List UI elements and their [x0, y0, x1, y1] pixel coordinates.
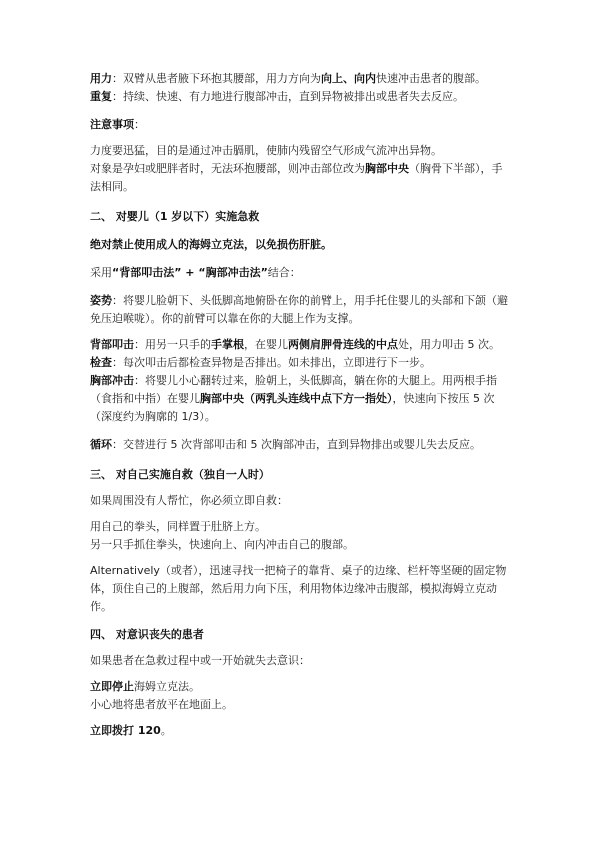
section-3-heading: 三、 对自己实施自救（独自一人时） — [90, 468, 270, 481]
self-line-1: 用自己的拳头，同样置于肚脐上方。 — [90, 520, 266, 533]
infant-combo: 采用“背部叩击法” + “胸部冲击法”结合： — [90, 266, 301, 279]
paragraph-repeat: 重复：持续、快速、有力地进行腹部冲击，直到异物被排出或患者失去反应。 — [90, 90, 464, 103]
unconscious-intro: 如果患者在急救过程中或一开始就失去意识： — [90, 654, 310, 667]
self-alternative: Alternatively（或者），迅速寻找一把椅子的靠背、桌子的边缘、栏杆等坚硬的固定物体，顶住自己的上腹部，然后用力向下压，利用物体边缘冲击腹部，模拟海姆立克动作。 — [90, 564, 507, 613]
label-force: 用力 — [90, 72, 112, 85]
self-line-2: 另一只手抓住拳头，快速向上、向内冲击自己的腹部。 — [90, 538, 354, 551]
notes-title: 注意事项： — [90, 118, 145, 131]
label-repeat: 重复 — [90, 90, 112, 103]
section-2-heading: 二、 对婴儿（1 岁以下）实施急救 — [90, 210, 260, 223]
unconscious-line-1: 立即停止海姆立克法。 — [90, 680, 200, 693]
unconscious-line-2: 小心地将患者放平在地面上。 — [90, 698, 233, 711]
infant-warning: 绝对禁止使用成人的海姆立克法，以免损伤肝脏。 — [90, 238, 332, 251]
notes-line-1: 力度要迅猛，目的是通过冲击膈肌，使肺内残留空气形成气流冲出异物。 — [90, 144, 442, 157]
unconscious-line-3: 立即拨打 120。 — [90, 724, 172, 737]
document-page — [90, 70, 510, 740]
infant-back-blows: 背部叩击：用另一只手的手掌根，在婴儿两侧肩胛骨连线的中点处，用力叩击 5 次。 — [90, 338, 500, 351]
self-intro: 如果周围没有人帮忙，你必须立即自救： — [90, 494, 288, 507]
notes-line-2: 对象是孕妇或肥胖者时，无法环抱腰部，则冲击部位改为胸部中央（胸骨下半部），手法相同。 — [90, 162, 503, 193]
paragraph-force: 用力：双臂从患者腋下环抱其腰部，用力方向为向上、向内快速冲击患者的腹部。 — [90, 72, 486, 85]
section-4-heading: 四、 对意识丧失的患者 — [90, 628, 204, 641]
infant-loop: 循环：交替进行 5 次背部叩击和 5 次胸部冲击，直到异物排出或婴儿失去反应。 — [90, 438, 481, 451]
infant-check: 检查：每次叩击后都检查异物是否排出。如未排出，立即进行下一步。 — [90, 356, 431, 369]
infant-posture: 姿势：将婴儿脸朝下、头低脚高地俯卧在你的前臂上，用手托住婴儿的头部和下颌（避免压迫喉咙）。你的前臂可以靠在你的大腿上作为支撑。 — [90, 294, 508, 325]
infant-chest-thrusts: 胸部冲击：将婴儿小心翻转过来，脸朝上，头低脚高，躺在你的大腿上。用两根手指（食指和中指）在婴儿胸部中央（两乳头连线中点下方一指处），快速向下按压 5 次（深度约为胸廓的 1/3）。 — [90, 374, 497, 423]
